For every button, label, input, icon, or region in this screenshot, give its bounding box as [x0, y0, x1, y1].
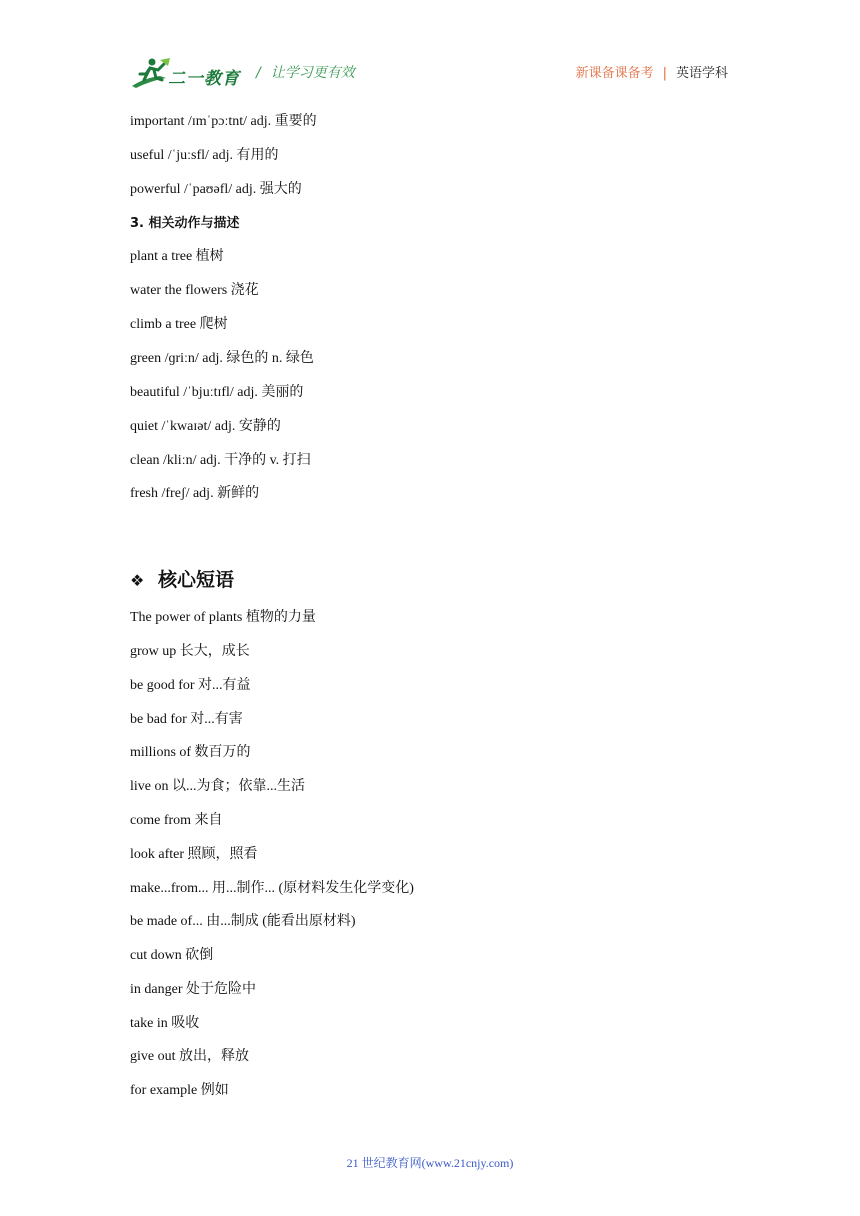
section-title-text: 核心短语	[158, 569, 235, 591]
vocab-line: powerful /ˈpaʊəfl/ adj. 强大的	[130, 182, 302, 197]
phrase-line: in danger 处于危险中	[130, 982, 256, 997]
section-heading	[130, 565, 234, 592]
action-line: beautiful /ˈbjuːtɪfl/ adj. 美丽的	[130, 385, 304, 400]
action-line: fresh /freʃ/ adj. 新鲜的	[130, 486, 260, 501]
page-header	[130, 56, 728, 92]
action-line: plant a tree 植树	[130, 249, 224, 264]
phrase-line: grow up 长大，成长	[130, 644, 250, 659]
vocab-line: useful /ˈjuːsfl/ adj. 有用的	[130, 148, 279, 163]
header-slogan	[256, 62, 355, 82]
action-line: quiet /ˈkwaɪət/ adj. 安静的	[130, 419, 281, 434]
logo-text: 二一教育	[168, 69, 240, 89]
phrase-line: The power of plants 植物的力量	[130, 610, 316, 625]
page-footer: 21 世纪教育网(www.21cnjy.com)	[346, 1156, 514, 1170]
phrase-line: look after 照顾，照看	[130, 847, 258, 862]
phrase-line: be made of... 由...制成 (能看出原材料)	[130, 914, 356, 929]
phrase-line: live on 以...为食；依靠...生活	[130, 779, 305, 794]
tag-course: 新课备课备考	[575, 66, 654, 81]
slash-divider: /	[256, 65, 261, 81]
phrase-line: cut down 砍倒	[130, 948, 214, 963]
tag-subject: 英语学科	[675, 66, 728, 81]
four-diamond-icon: ❖	[130, 571, 145, 590]
phrase-line: be good for 对...有益	[130, 678, 251, 693]
phrase-line: millions of 数百万的	[130, 745, 251, 760]
phrase-line: come from 来自	[130, 813, 223, 828]
phrase-line: take in 吸收	[130, 1016, 200, 1031]
phrase-line: be bad for 对...有害	[130, 712, 243, 727]
phrase-line: make...from... 用...制作... (原材料发生化学变化)	[130, 881, 414, 896]
phrase-line: for example 例如	[130, 1083, 229, 1098]
action-line: water the flowers 浇花	[130, 283, 259, 298]
phrase-line: give out 放出，释放	[130, 1049, 249, 1064]
action-line: climb a tree 爬树	[130, 317, 228, 332]
tag-separator: |	[662, 66, 667, 81]
subject-tag	[576, 62, 728, 81]
subsection-heading: 3. 相关动作与描述	[130, 216, 240, 231]
action-line: clean /kliːn/ adj. 干净的 v. 打扫	[130, 453, 311, 468]
slogan-text: 让学习更有效	[270, 65, 355, 81]
vocab-line: important /ɪmˈpɔːtnt/ adj. 重要的	[130, 114, 317, 129]
action-line: green /ɡriːn/ adj. 绿色的 n. 绿色	[130, 351, 314, 366]
